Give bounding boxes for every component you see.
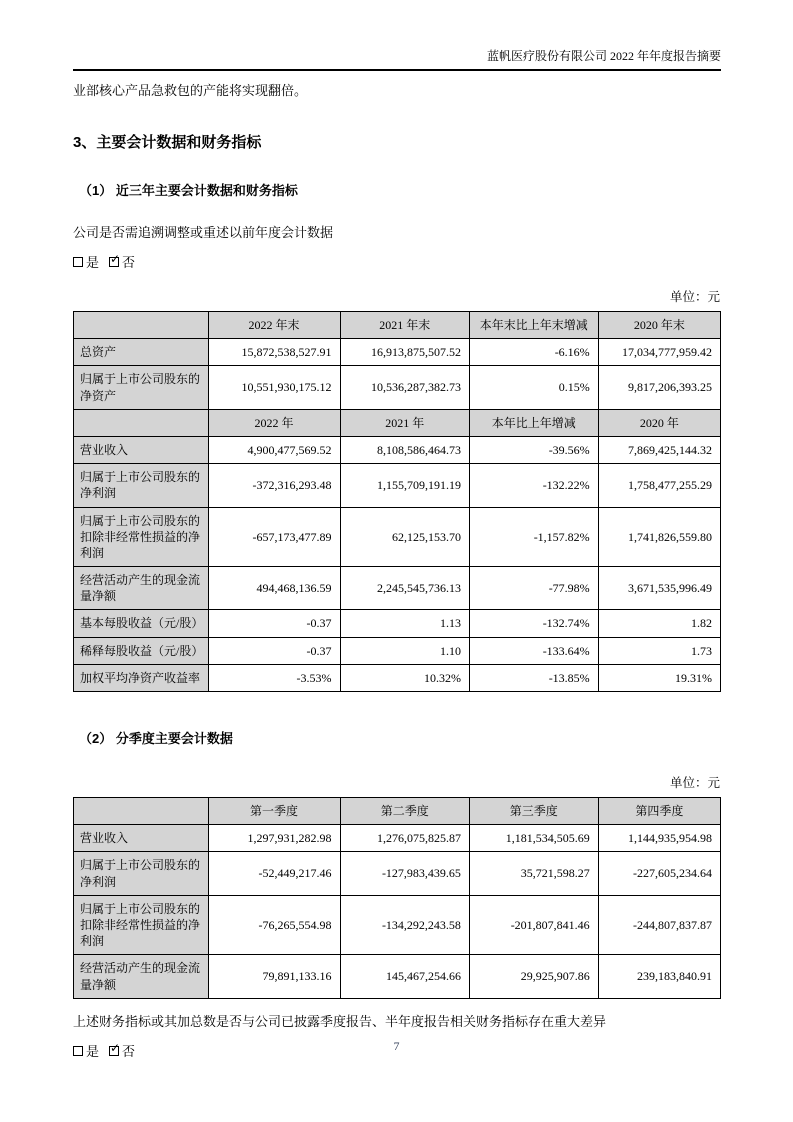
table-row bbox=[74, 664, 721, 691]
checkbox-option bbox=[73, 252, 99, 271]
row-label: 稀释每股收益（元/股） bbox=[74, 637, 209, 664]
value-cell: -0.37 bbox=[208, 637, 340, 664]
value-cell: -657,173,477.89 bbox=[208, 507, 340, 567]
quarterly-financial-table bbox=[73, 797, 721, 999]
checkbox-option bbox=[109, 252, 135, 271]
value-cell: -132.22% bbox=[469, 464, 598, 507]
checkbox-option-label: 是 bbox=[86, 1044, 100, 1060]
value-cell: 1,297,931,282.98 bbox=[208, 825, 340, 852]
value-cell: 62,125,153.70 bbox=[340, 507, 469, 567]
checkbox-option-label: 是 bbox=[86, 255, 100, 270]
value-cell: 1,758,477,255.29 bbox=[598, 464, 720, 507]
row-label: 经营活动产生的现金流量净额 bbox=[74, 567, 209, 610]
column-header bbox=[74, 409, 209, 436]
value-cell: 3,671,535,996.49 bbox=[598, 567, 720, 610]
column-header: 2021 年 bbox=[340, 409, 469, 436]
value-cell: 17,034,777,959.42 bbox=[598, 339, 720, 366]
row-label: 营业收入 bbox=[74, 825, 209, 852]
unit-label-annual: 单位：元 bbox=[669, 290, 720, 304]
row-label: 经营活动产生的现金流量净额 bbox=[74, 955, 209, 998]
value-cell: -0.37 bbox=[208, 610, 340, 637]
checked-checkbox-icon bbox=[109, 257, 119, 267]
value-cell: -52,449,217.46 bbox=[208, 852, 340, 895]
value-cell: 10,551,930,175.12 bbox=[208, 366, 340, 409]
row-label: 归属于上市公司股东的净利润 bbox=[74, 464, 209, 507]
unit-label-quarterly: 单位：元 bbox=[669, 776, 720, 790]
table-row bbox=[74, 339, 721, 366]
table-row bbox=[74, 637, 721, 664]
value-cell: 8,108,586,464.73 bbox=[340, 436, 469, 463]
table-row bbox=[74, 955, 721, 998]
value-cell: -201,807,841.46 bbox=[469, 895, 598, 955]
value-cell: 1,276,075,825.87 bbox=[340, 825, 469, 852]
table-row bbox=[74, 895, 721, 955]
row-label: 归属于上市公司股东的扣除非经常性损益的净利润 bbox=[74, 507, 209, 567]
value-cell: 1,144,935,954.98 bbox=[598, 825, 720, 852]
row-label: 归属于上市公司股东的扣除非经常性损益的净利润 bbox=[74, 895, 209, 955]
value-cell: 79,891,133.16 bbox=[208, 955, 340, 998]
column-header: 2020 年末 bbox=[598, 312, 720, 339]
value-cell: 29,925,907.86 bbox=[469, 955, 598, 998]
unchecked-checkbox-icon bbox=[73, 257, 83, 267]
column-header: 第三季度 bbox=[469, 798, 598, 825]
value-cell: 2,245,545,736.13 bbox=[340, 567, 469, 610]
value-cell: 10,536,287,382.73 bbox=[340, 366, 469, 409]
value-cell: 16,913,875,507.52 bbox=[340, 339, 469, 366]
value-cell: 494,468,136.59 bbox=[208, 567, 340, 610]
subsection-1-title: （1） 近三年主要会计数据和财务指标 bbox=[79, 182, 298, 198]
value-cell: 145,467,254.66 bbox=[340, 955, 469, 998]
column-header: 2020 年 bbox=[598, 409, 720, 436]
value-cell: -39.56% bbox=[469, 436, 598, 463]
row-label: 加权平均净资产收益率 bbox=[74, 664, 209, 691]
value-cell: 0.15% bbox=[469, 366, 598, 409]
intro-paragraph: 业部核心产品急救包的产能将实现翻倍。 bbox=[73, 83, 308, 98]
value-cell: 7,869,425,144.32 bbox=[598, 436, 720, 463]
value-cell: -227,605,234.64 bbox=[598, 852, 720, 895]
table-header-row bbox=[74, 798, 721, 825]
table-row bbox=[74, 464, 721, 507]
value-cell: -76,265,554.98 bbox=[208, 895, 340, 955]
table-row bbox=[74, 825, 721, 852]
value-cell: -13.85% bbox=[469, 664, 598, 691]
annual-financial-table bbox=[73, 311, 721, 692]
value-cell: -3.53% bbox=[208, 664, 340, 691]
header-title: 蓝帆医疗股份有限公司 2022 年年度报告摘要 bbox=[486, 49, 721, 63]
table-header-row bbox=[74, 312, 721, 339]
table-row bbox=[74, 507, 721, 567]
column-header: 本年比上年增减 bbox=[469, 409, 598, 436]
subsection-2-title: （2） 分季度主要会计数据 bbox=[79, 731, 233, 746]
column-header: 2022 年 bbox=[208, 409, 340, 436]
restate-question: 公司是否需追溯调整或重述以前年度会计数据 bbox=[73, 224, 334, 240]
row-label: 总资产 bbox=[74, 339, 209, 366]
value-cell: 1,181,534,505.69 bbox=[469, 825, 598, 852]
table-row bbox=[74, 366, 721, 409]
page-number: 7 bbox=[393, 1039, 400, 1053]
column-header: 第二季度 bbox=[340, 798, 469, 825]
value-cell: -244,807,837.87 bbox=[598, 895, 720, 955]
value-cell: 1.82 bbox=[598, 610, 720, 637]
column-header: 本年末比上年末增减 bbox=[469, 312, 598, 339]
column-header: 2022 年末 bbox=[208, 312, 340, 339]
value-cell: 1.10 bbox=[340, 637, 469, 664]
value-cell: -372,316,293.48 bbox=[208, 464, 340, 507]
value-cell: 15,872,538,527.91 bbox=[208, 339, 340, 366]
value-cell: -6.16% bbox=[469, 339, 598, 366]
table-header-row bbox=[74, 409, 721, 436]
value-cell: -134,292,243.58 bbox=[340, 895, 469, 955]
value-cell: 10.32% bbox=[340, 664, 469, 691]
checkbox-option-label: 否 bbox=[122, 1044, 136, 1060]
difference-question: 上述财务指标或其加总数是否与公司已披露季度报告、半年度报告相关财务指标存在重大差异 bbox=[73, 1013, 607, 1029]
value-cell: 239,183,840.91 bbox=[598, 955, 720, 998]
value-cell: 1.73 bbox=[598, 637, 720, 664]
column-header bbox=[74, 312, 209, 339]
value-cell: -77.98% bbox=[469, 567, 598, 610]
column-header: 第四季度 bbox=[598, 798, 720, 825]
section-title: 3、主要会计数据和财务指标 bbox=[73, 133, 262, 151]
row-label: 基本每股收益（元/股） bbox=[74, 610, 209, 637]
column-header: 第一季度 bbox=[208, 798, 340, 825]
column-header bbox=[74, 798, 209, 825]
value-cell: -132.74% bbox=[469, 610, 598, 637]
row-label: 归属于上市公司股东的净资产 bbox=[74, 366, 209, 409]
column-header: 2021 年末 bbox=[340, 312, 469, 339]
table-row bbox=[74, 567, 721, 610]
value-cell: -127,983,439.65 bbox=[340, 852, 469, 895]
value-cell: 19.31% bbox=[598, 664, 720, 691]
restate-options bbox=[73, 252, 721, 271]
table-row bbox=[74, 610, 721, 637]
checkbox-option-label: 否 bbox=[122, 255, 136, 270]
value-cell: 9,817,206,393.25 bbox=[598, 366, 720, 409]
value-cell: 4,900,477,569.52 bbox=[208, 436, 340, 463]
row-label: 归属于上市公司股东的净利润 bbox=[74, 852, 209, 895]
table-row bbox=[74, 436, 721, 463]
document-header bbox=[73, 0, 721, 71]
table-row bbox=[74, 852, 721, 895]
value-cell: 1.13 bbox=[340, 610, 469, 637]
row-label: 营业收入 bbox=[74, 436, 209, 463]
value-cell: -133.64% bbox=[469, 637, 598, 664]
value-cell: 35,721,598.27 bbox=[469, 852, 598, 895]
value-cell: 1,741,826,559.80 bbox=[598, 507, 720, 567]
value-cell: -1,157.82% bbox=[469, 507, 598, 567]
value-cell: 1,155,709,191.19 bbox=[340, 464, 469, 507]
